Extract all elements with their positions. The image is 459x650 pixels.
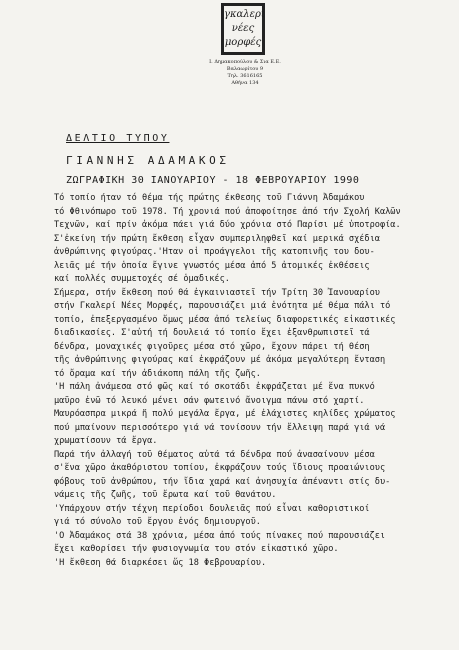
body-line: φόβους τοῦ ἀνθρώπου, τήν ἴδια χαρά καί ἀνησυχία ἀπέναντι στίς δυ- [54,476,391,487]
body-line: πού μπαίνουν περισσότερο γιά νά τονίσουν τήν ἔλλειψη παρά γιά νά [54,422,386,433]
body-line: τό ὄραμα καί τήν ἀδιάκοπη πάλη τῆς ζωῆς. [54,368,261,379]
body-line: 'Η πάλη ἀνάμεσα στό φῶς καί τό σκοτάδι ἐκφράζεται μέ ἕνα πυκνό [54,382,375,392]
logo-line: γκαλερι [224,9,265,20]
body-line: Τό τοπίο ήταν τό θέμα τής πρώτης έκθεσης τοῦ Γιάννη Ἀδαμάκου [54,193,365,203]
body-line: χρωματίσουν τά ἔργα. [54,436,158,446]
artist-name: ΓΙΑΝΝΗΣ ΑΔΑΜΑΚΟΣ [66,154,230,167]
body-line: Παρά τήν ἀλλαγή τοῦ θέματος αὐτά τά δένδρα πού ἀνασαίνουν μέσα [54,449,375,460]
body-line: τό Φθινόπωρο τοῦ 1978. Τή χρονιά πού ἀποφοίτησε ἀπό τήν Σχολή Καλῶν [54,206,401,217]
press-release-title: ΔΕΛΤΙΟ ΤΥΠΟΥ [66,133,170,144]
body-line: νάμεις τῆς ζωῆς, τοῦ ἔρωτα καί τοῦ θανάτου. [54,490,277,500]
logo-line: μορφές [224,37,262,48]
letterhead-address [190,59,300,87]
body-line: καί πολλές συμμετοχές σέ ὁμαδικές. [54,274,230,284]
body-line: γιά τό σύνολο τοῦ ἔργου ἑνός δημιουργοῦ. [54,517,261,527]
body-line: Μαυρόασπρα μικρά ἤ πολύ μεγάλα ἔργα, μέ ἐλάχιστες κηλίδες χρώματος [54,409,396,419]
gallery-logo [221,3,265,55]
body-line: δένδρα, μοναχικές φιγοῦρες μέσα στό χῶρο, ἔχουν πάρει τή θέση [54,341,370,352]
logo-line: νέες [231,23,255,34]
address-line: Ι. Δημακοπούλου & Σια Ε.Ε. [209,59,281,65]
body-line: τοπίο, ἐπεξεργασμένο ὅμως μέσα ἀπό τελείως διαφορετικές εἰκαστικές [54,314,396,325]
body-line: Σήμερα, στήν ἔκθεση πού θά ἐγκαινιαστεῖ τήν Τρίτη 30 Ἰανουαρίου [54,287,380,298]
body-line: τῆς ἀνθρώπινης φιγούρας καί ἐκφράζουν μέ ἀκόμα μεγαλύτερη ἔνταση [54,355,386,365]
exhibition-dates: ΖΩΓΡΑΦΙΚΗ 30 ΙΑΝΟΥΑΡΙΟΥ - 18 ΦΕΒΡΟΥΑΡΙΟΥ 1990 [66,175,360,186]
body-line: 'Υπάρχουν στήν τέχνη περίοδοι δουλειᾶς πού εἶναι καθοριστικοί [54,503,370,514]
address-line: Βαλαωρίτου 9 [226,66,264,72]
body-line: ἀνθρώπινης φιγούρας.'Ηταν οἱ προάγγελοι τῆς κατοπινῆς του δου- [54,247,375,257]
body-line: λειᾶς μέ τήν ὁποία ἔγινε γνωστός μέσα ἀπό 5 ἀτομικές ἐκθέσεις [54,260,370,271]
body-line: Τεχνῶν, καί πρίν ἀκόμα πάει γιά δύο χρόνια στό Παρίσι μέ ὑποτροφία. [54,220,401,230]
press-release-body [54,192,401,570]
body-line: Σ'ἐκείνη τήν πρώτη ἔκθεση εἶχαν συμπεριληφθεῖ καί μερικά σχέδια [54,233,380,244]
address-line: Αθήνα 134 [231,80,259,86]
body-line: μαῦρο ἐνῶ τό λευκό μένει σάν φωτεινό ἄνοιγμα πάνω στό χαρτί. [54,395,365,406]
body-line: διαδικασίες. Σ'αὐτή τή δουλειά τό τοπίο ἔχει ἐξανθρωπιστεῖ τά [54,328,370,338]
body-line: στήν Γκαλερί Νέες Μορφές, παρουσιάζει μιά ἑνότητα μέ θέμα πάλι τό [54,301,391,311]
body-line: ἔχει καθορίσει τήν φυσιογνωμία του στόν εἰκαστικό χῶρο. [54,544,339,554]
address-line: Τηλ. 3616165 [227,73,263,79]
body-line: 'Ο Ἀδαμάκος στά 38 χρόνια, μέσα ἀπό τούς πίνακες πού παρουσιάζει [54,530,386,541]
body-line: σ'ἕνα χῶρο ἀκαθόριστου τοπίου, ἐκφράζουν τούς ἴδιους προαιώνιους [54,463,386,473]
body-line: 'Η ἔκθεση θά διαρκέσει ὥς 18 Φεβρουαρίου. [54,557,267,568]
